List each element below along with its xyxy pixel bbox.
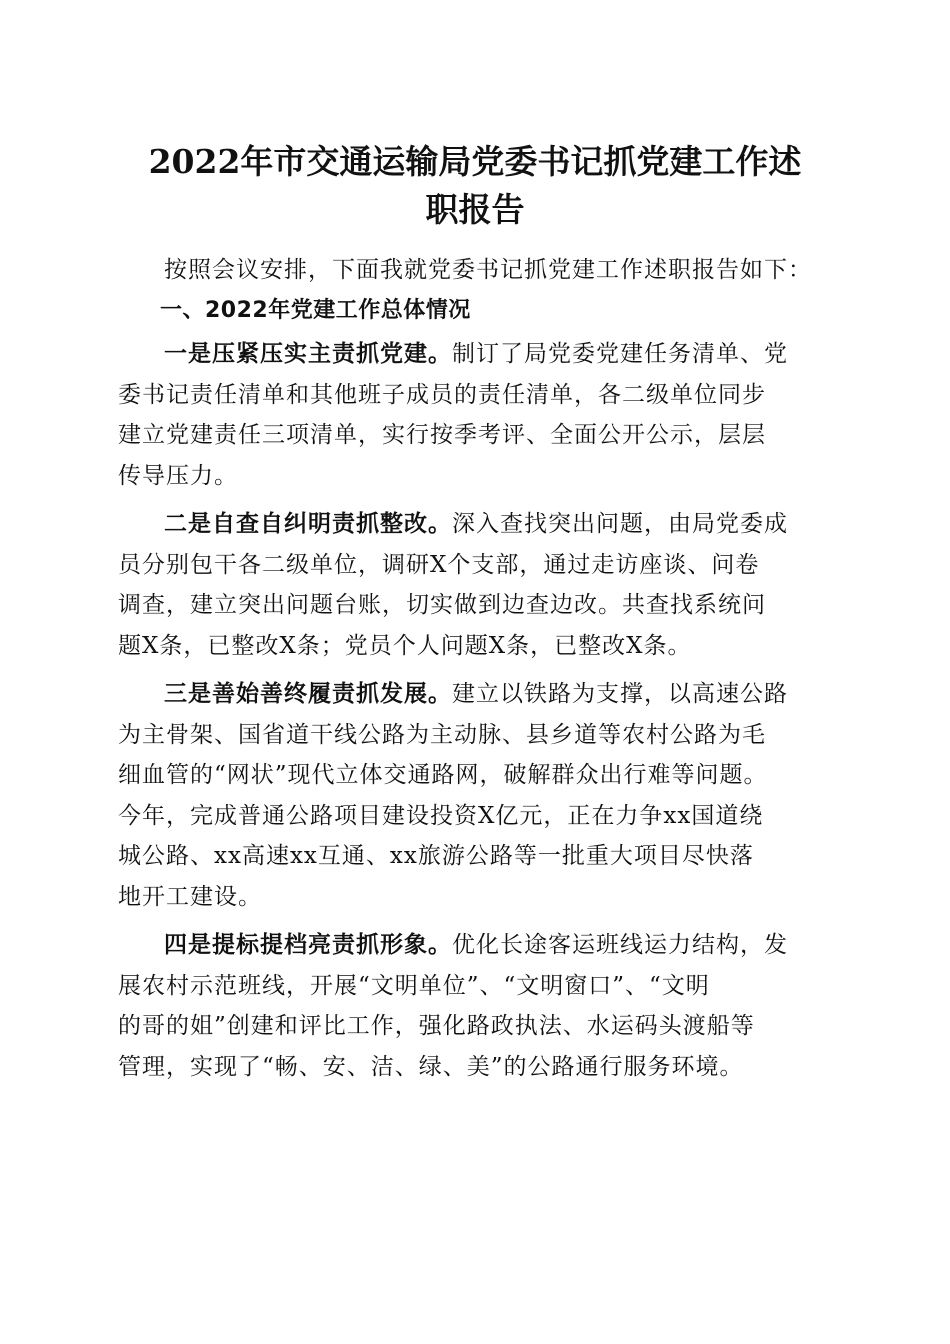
- paragraph-text: 制订了局党委党建任务清单、党: [452, 341, 788, 367]
- paragraph-line: [118, 504, 838, 545]
- paragraph-line: 地开工建设。: [118, 883, 262, 910]
- paragraph-lead: 二是自查自纠明责抓整改。: [164, 510, 452, 537]
- document-title: [100, 138, 850, 234]
- paragraph-lead: 三是善始善终履责抓发展。: [164, 680, 452, 707]
- paragraph-line: 城公路、xx高速xx互通、xx旅游公路等一批重大项目尽快落: [118, 843, 754, 869]
- paragraph-line: [118, 334, 838, 375]
- paragraph-line: 题X条，已整改X条；党员个人问题X条，已整改X条。: [118, 632, 692, 659]
- paragraph-line: 传导压力。: [118, 462, 238, 489]
- paragraph-line: 调查，建立突出问题台账，切实做到边查边改。共查找系统问: [118, 592, 766, 618]
- paragraph-line: 细血管的“网状”现代立体交通路网，破解群众出行难等问题。: [118, 762, 768, 788]
- paragraph-4: [118, 925, 838, 1087]
- paragraph-line: 管理，实现了“畅、安、洁、绿、美”的公路通行服务环境。: [118, 1053, 744, 1080]
- paragraph-line: 展农村示范班线，开展“文明单位”、“文明窗口”、“文明: [118, 972, 710, 999]
- document-body: [118, 250, 838, 1087]
- paragraph-lead: 四是提标提档亮责抓形象。: [164, 931, 452, 958]
- paragraph-line: 的哥的姐”创建和评比工作，强化路政执法、水运码头渡船等: [118, 1013, 755, 1039]
- paragraph-3: [118, 674, 838, 917]
- paragraph-line: 为主骨架、国省道干线公路为主动脉、县乡道等农村公路为毛: [118, 721, 766, 748]
- title-line-1: 2022年市交通运输局党委书记抓党建工作述: [148, 142, 802, 181]
- paragraph-line: 建立党建责任三项清单，实行按季考评、全面公开公示，层层: [118, 422, 766, 448]
- paragraph-text: 优化长途客运班线运力结构，发: [452, 932, 788, 958]
- paragraph-2: [118, 504, 838, 666]
- section-heading-1: 一、2022年党建工作总体情况: [160, 298, 471, 323]
- paragraph-lead: 一是压紧压实主责抓党建。: [164, 340, 452, 367]
- paragraph-line: 今年，完成普通公路项目建设投资X亿元，正在力争xx国道绕: [118, 802, 764, 829]
- paragraph-text: 深入查找突出问题，由局党委成: [452, 511, 788, 537]
- paragraph-1: [118, 334, 838, 496]
- paragraph-text: 建立以铁路为支撑，以高速公路: [452, 681, 788, 707]
- intro-paragraph: 按照会议安排，下面我就党委书记抓党建工作述职报告如下：: [164, 257, 812, 283]
- paragraph-line: 委书记责任清单和其他班子成员的责任清单，各二级单位同步: [118, 381, 766, 408]
- paragraph-line: [118, 674, 838, 715]
- title-line-2: 职报告: [425, 190, 525, 229]
- paragraph-line: 员分别包干各二级单位，调研X个支部，通过走访座谈、问卷: [118, 551, 760, 578]
- paragraph-line: [118, 925, 838, 966]
